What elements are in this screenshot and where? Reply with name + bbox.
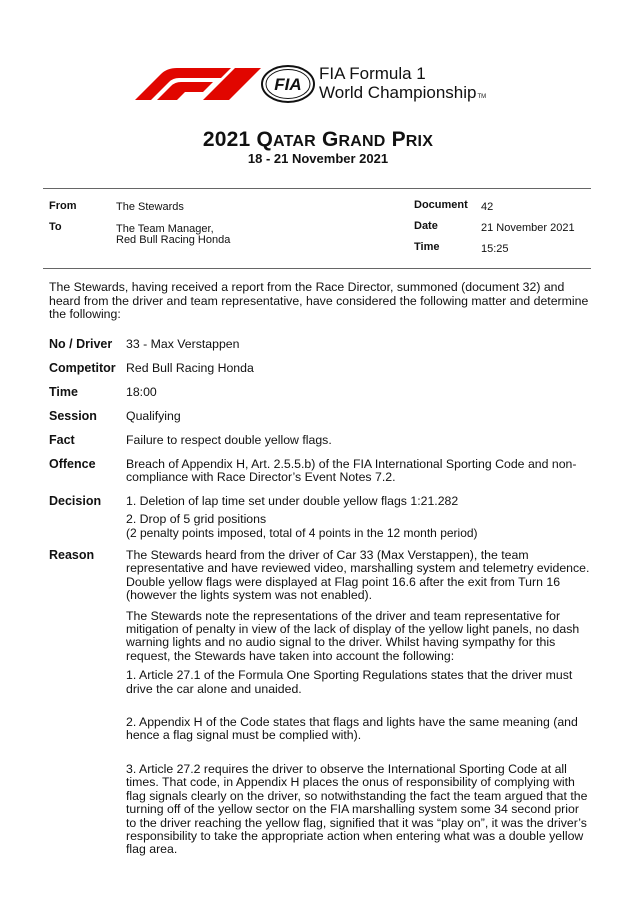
event-dates: 18 - 21 November 2021	[247, 151, 389, 166]
to-value-2: Red Bull Racing Honda	[116, 234, 231, 246]
time-row-value: 18:00	[126, 385, 157, 399]
date-label: Date	[414, 220, 438, 232]
document-value: 42	[481, 201, 494, 213]
decision-item-2-note: (2 penalty points imposed, total of 4 points in the 12 month period)	[126, 525, 478, 540]
reason-label: Reason	[49, 548, 95, 562]
fact-value: Failure to respect double yellow flags.	[126, 433, 332, 447]
fia-emblem-icon	[261, 65, 315, 103]
from-value: The Stewards	[116, 201, 184, 213]
brand-line-1: FIA Formula 1	[319, 64, 426, 83]
decision-item-2: 2. Drop of 5 grid positions	[126, 512, 267, 527]
to-label: To	[49, 221, 62, 233]
fact-label: Fact	[49, 433, 75, 447]
divider-bottom	[43, 268, 591, 269]
document-label: Document	[414, 199, 468, 211]
svg-text:FIA: FIA	[274, 75, 302, 94]
to-value-1: The Team Manager,	[116, 223, 214, 235]
competitor-label: Competitor	[49, 361, 116, 375]
f1-logo-icon	[133, 68, 261, 100]
time-label: Time	[414, 241, 440, 253]
brand-line-2: World ChampionshipTM	[319, 83, 487, 102]
reason-paragraph-3: 1. Article 27.1 of the Formula One Sporting Regulations states that the driver must drive the car alone and unaided.	[126, 668, 573, 696]
brand-wordmark	[319, 64, 486, 107]
divider-top	[43, 188, 591, 189]
driver-value: 33 - Max Verstappen	[126, 337, 240, 351]
f1-logo-banner	[0, 58, 636, 118]
time-value: 15:25	[481, 243, 509, 255]
offence-label: Offence	[49, 457, 96, 471]
decision-item-1: 1. Deletion of lap time set under double yellow flags 1:21.282	[126, 494, 459, 508]
session-label: Session	[49, 409, 97, 423]
session-value: Qualifying	[126, 409, 181, 423]
reason-paragraph-1: The Stewards heard from the driver of Car 33 (Max Verstappen), the team representative and have reviewed video, marshalling system and telemetry evidence. Double yellow flags were displayed at Flag point 16.6 after the exit from Turn 16 (however the lights system was not enabled).	[126, 548, 590, 603]
page-title: 2021 QATAR GRAND PRIX	[202, 128, 434, 151]
intro-paragraph: The Stewards, having received a report from the Race Director, summoned (document 32) and heard from the driver and team representative, have considered the following matter and determine the following:	[49, 280, 589, 321]
time-row-label: Time	[49, 385, 78, 399]
reason-value	[126, 549, 592, 857]
from-label: From	[49, 200, 77, 212]
offence-value: Breach of Appendix H, Art. 2.5.5.b) of the FIA International Sporting Code and non-compliance with Race Director’s Event Notes 7.2.	[126, 457, 577, 485]
date-value: 21 November 2021	[481, 222, 575, 234]
competitor-value: Red Bull Racing Honda	[126, 361, 254, 375]
reason-paragraph-2: The Stewards note the representations of the driver and team representative for mitigation of penalty in view of the lack of display of the yellow light panels, no dash warning lights and no audio signal to the driver. Whilst having sympathy for this request, the Stewards have taken into account the following:	[126, 608, 580, 663]
decision-value	[126, 495, 592, 540]
reason-paragraph-4: 2. Appendix H of the Code states that flags and lights have the same meaning (and hence a flag signal must be complied with).	[126, 715, 578, 743]
trademark: TM	[477, 94, 487, 100]
reason-paragraph-5: 3. Article 27.2 requires the driver to observe the International Sporting Code at all times. That code, in Appendix H places the onus of responsibility of complying with flag signals clearly on the driver, so notwithstanding the fact the team argued that the turning off of the yellow sector on the FIA marshalling system some 34 second prior to the driver reaching the yellow flag, signified that it was “play on”, it was the driver’s responsibility to take the appropriate action when entering what was a double yellow flag area.	[126, 761, 588, 857]
driver-label: No / Driver	[49, 337, 113, 351]
decision-label: Decision	[49, 494, 102, 508]
